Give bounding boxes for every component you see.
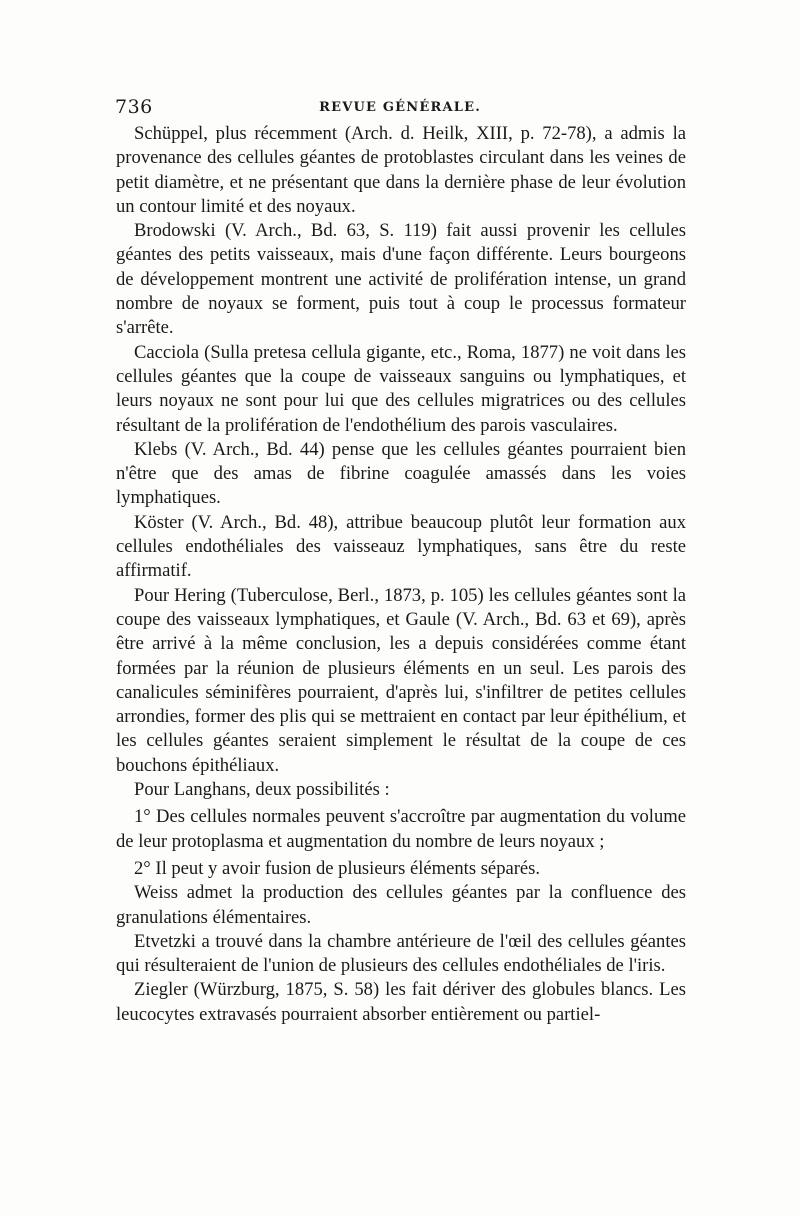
page-header	[115, 96, 685, 120]
paragraph-hering: Pour Hering (Tuberculose, Berl., 1873, p. 105) les cellules géantes sont la coupe des vaisseaux lymphatiques, et Gaule (V. Arch., Bd. 63 et 69), après être arrivé à la même conclusion, les a depuis considérées comme étant formées par la réunion de plusieurs éléments en un seul. Les parois des canalicules séminifères pourraient, d'après lui, s'infiltrer de petites cellules arrondies, former des plis qui se mettraient en contact par leur épithélium, et les cellules géantes seraient simplement le résultat de la coupe de ces bouchons épithéliaux.	[116, 584, 686, 776]
paragraph-klebs: Klebs (V. Arch., Bd. 44) pense que les cellules géantes pourraient bien n'être que des amas de fibrine coagulée amassés dans les voies lymphatiques.	[116, 438, 686, 509]
running-title: REVUE GÉNÉRALE.	[319, 100, 481, 115]
paragraph-langhans: Pour Langhans, deux possibilités :	[134, 779, 390, 801]
paragraph-possibility-1: 1° Des cellules normales peuvent s'accroître par augmentation du volume de leur protoplasma et augmentation du nombre de leurs noyaux ;	[116, 806, 686, 852]
body-text	[116, 122, 686, 1027]
paragraph-schuppel: Schüppel, plus récemment (Arch. d. Heilk, XIII, p. 72-78), a admis la provenance des cellules géantes de protoblastes circulant dans les veines de petit diamètre, et ne présentant que dans la dernière phase de leur évolution un contour limité et des noyaux.	[116, 123, 686, 217]
paragraph-brodowski: Brodowski (V. Arch., Bd. 63, S. 119) fait aussi provenir les cellules géantes des petits vaisseaux, mais d'une façon différente. Leurs bourgeons de développement montrent une activité de prolifération intense, un grand nombre de noyaux se forment, puis tout à coup le processus formateur s'arrête.	[116, 220, 686, 339]
page-number: 736	[115, 96, 153, 118]
paragraph-possibility-2: 2° Il peut y avoir fusion de plusieurs éléments séparés.	[134, 857, 541, 879]
paragraph-ziegler: Ziegler (Würzburg, 1875, S. 58) les fait dériver des globules blancs. Les leucocytes extravasés pourraient absorber entièrement ou partiel-	[116, 979, 686, 1025]
paragraph-etvetzki: Etvetzki a trouvé dans la chambre antérieure de l'œil des cellules géantes qui résulteraient de l'union de plusieurs des cellules endothéliales de l'iris.	[116, 930, 686, 977]
paragraph-cacciola: Cacciola (Sulla pretesa cellula gigante, etc., Roma, 1877) ne voit dans les cellules géantes que la coupe de vaisseaux sanguins ou lymphatiques, et leurs noyaux ne sont pour lui que des cellules migratrices ou des cellules résultant de la prolifération de l'endothélium des parois vasculaires.	[116, 341, 686, 436]
paragraph-koster: Köster (V. Arch., Bd. 48), attribue beaucoup plutôt leur formation aux cellules endothéliales des vaisseauz lymphatiques, sans être du reste affirmatif.	[116, 511, 686, 582]
paragraph-weiss: Weiss admet la production des cellules géantes par la confluence des granulations élémentaires.	[116, 882, 686, 928]
